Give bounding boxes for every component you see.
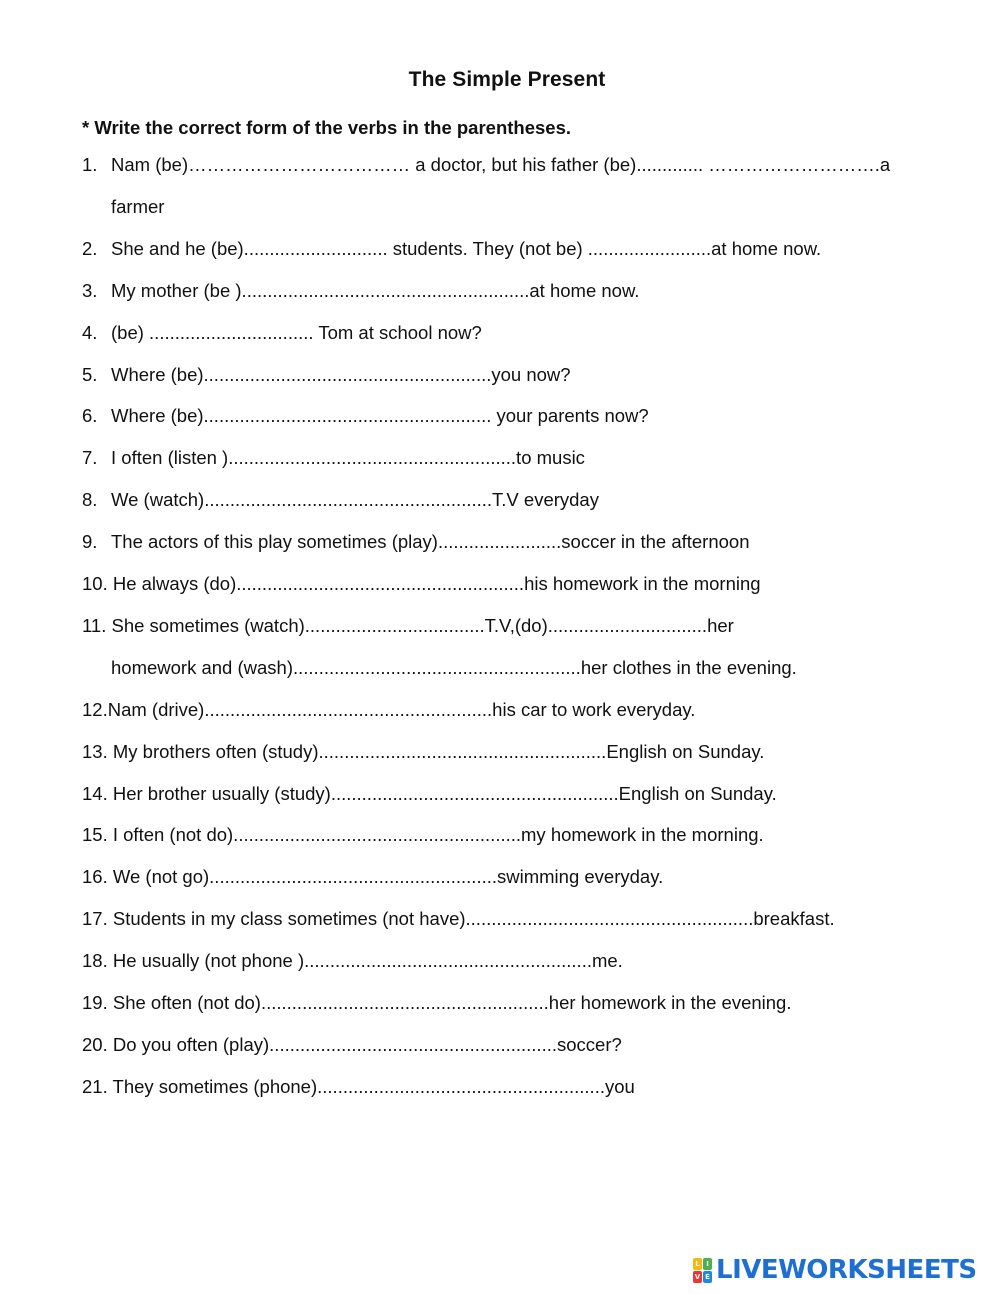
exercise-number: 7. (82, 447, 98, 469)
logo-mark-tile: L (693, 1258, 702, 1270)
exercise-text: homework and (wash)........................................................her clothes in the evening. (111, 656, 797, 678)
exercise-text: Where (be)........................................................you now? (111, 363, 571, 385)
exercise-text: 14. Her brother usually (study)........................................................English on Sunday. (82, 782, 777, 804)
exercise-text: 15. I often (not do)........................................................my homework in the morning. (82, 824, 764, 846)
exercise-text: 11. She sometimes (watch)...................................T.V,(do)...............................her (82, 614, 734, 636)
logo-mark-tile: I (703, 1258, 712, 1270)
exercise-text: We (watch)........................................................T.V everyday (111, 489, 599, 511)
exercise-text: She and he (be)............................ students. They (not be) ........................at home now. (111, 237, 822, 259)
exercise-text: 16. We (not go)........................................................swimming everyday. (82, 866, 664, 888)
exercise-number: 5. (82, 363, 98, 385)
exercise-number: 9. (82, 531, 98, 553)
exercise-text: farmer (111, 195, 165, 217)
exercise-number: 6. (82, 405, 98, 427)
exercise-text: Where (be)........................................................ your parents now? (111, 405, 649, 427)
exercise-number: 1. (82, 154, 98, 175)
exercise-text: 20. Do you often (play)........................................................soccer? (82, 1033, 622, 1055)
logo-mark-tile: V (694, 1272, 701, 1281)
exercise-number: 3. (82, 279, 98, 301)
page-title: The Simple Present (408, 68, 606, 91)
exercise-text: 13. My brothers often (study)........................................................English on Sunday. (82, 740, 765, 762)
exercise-text: (be) ................................ Tom at school now? (111, 321, 482, 343)
exercise-number: 4. (82, 321, 98, 343)
exercise-number: 8. (82, 489, 98, 511)
logo-mark-icon (693, 1258, 712, 1283)
exercise-text: 18. He usually (not phone )........................................................me. (82, 950, 623, 972)
instruction-text: * Write the correct form of the verbs in the parentheses. (82, 117, 572, 138)
exercise-text: 19. She often (not do)........................................................her homework in the evening. (82, 992, 792, 1013)
exercise-text: The actors of this play sometimes (play)........................soccer in the afternoon (111, 531, 750, 553)
exercise-text: Nam (be)……………………………… a doctor, but his father (be)............. ……………………….a (111, 154, 891, 175)
exercise-text: I often (listen )........................................................to music (111, 447, 585, 469)
exercise-text: 17. Students in my class sometimes (not have)........................................................breakfast. (82, 908, 835, 930)
exercise-number: 2. (82, 237, 98, 259)
exercise-text: 12.Nam (drive)........................................................his car to work everyday. (82, 698, 696, 720)
exercise-text: 21. They sometimes (phone)........................................................you (82, 1075, 635, 1097)
liveworksheets-logo (693, 1255, 977, 1285)
logo-mark-tile: E (703, 1271, 712, 1283)
exercise-text: 10. He always (do)........................................................his homework in the morning (82, 573, 761, 594)
exercise-text: My mother (be )........................................................at home now. (111, 279, 640, 301)
logo-text: LIVEWORKSHEETS (716, 1255, 977, 1285)
